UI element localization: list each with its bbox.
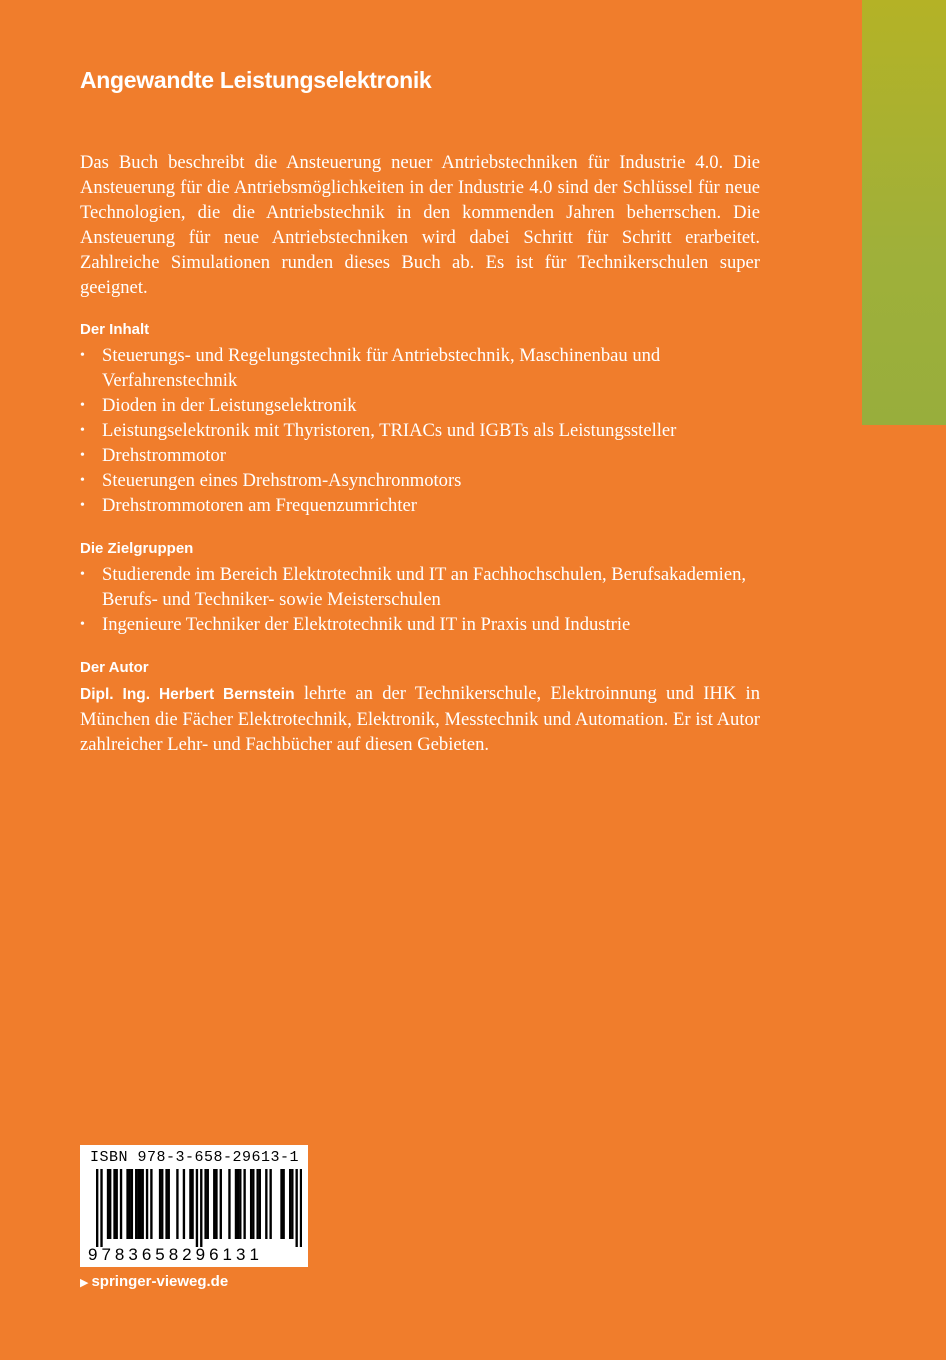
- inhalt-heading: Der Inhalt: [80, 321, 150, 338]
- list-item: • Dioden in der Leistungselektronik: [80, 395, 357, 416]
- barcode-bar: [159, 1169, 161, 1239]
- bullet-icon: •: [80, 498, 85, 513]
- barcode-bar: [239, 1169, 241, 1239]
- barcode-bar: [146, 1169, 148, 1239]
- list-item: • Steuerungen eines Drehstrom-Asynchronmotors: [80, 470, 462, 491]
- barcode-bar: [269, 1169, 271, 1239]
- list-item: • Ingenieure Techniker der Elektrotechnik und IT in Praxis und Industrie: [80, 614, 631, 635]
- barcode-bar: [282, 1169, 284, 1239]
- bullet-icon: •: [80, 348, 85, 363]
- barcode-bar: [165, 1169, 167, 1239]
- bullet-icon: •: [80, 398, 85, 413]
- list-item: • Studierende im Bereich Elektrotechnik und IT an Fachhochschulen, Berufsakademien, Berufs- und Techniker- sowie Meisterschulen: [80, 564, 747, 610]
- barcode-bar: [259, 1169, 261, 1239]
- barcode-bar: [139, 1169, 141, 1239]
- author-name: Dipl. Ing. Herbert Bernstein: [80, 686, 295, 703]
- barcode-bar: [189, 1169, 191, 1239]
- barcode-bar: [235, 1169, 237, 1239]
- arrow-right-icon: ▶: [80, 1277, 89, 1289]
- book-description: Das Buch beschreibt die Ansteuerung neuer Antriebstechniken für Industrie 4.0. Die Ansteuerung für die Antriebsmöglichkeiten in der Industrie 4.0 sind der Schlüssel für neue Technologien, die die Antriebstechnik in den kommenden Jahren beherrschen. Die Ansteuerung für neue Antriebstechniken wird dabei Schritt für Schritt erarbeitet. Zahlreiche Simulationen runden dieses Buch ab. Es ist für Technikerschulen super geeignet.: [80, 152, 760, 298]
- barcode-digits: 9783658296131: [88, 1245, 263, 1264]
- barcode-bar: [228, 1169, 230, 1239]
- barcode-bar: [215, 1169, 217, 1239]
- bullet-icon: •: [80, 473, 85, 488]
- barcode-bar: [120, 1169, 122, 1239]
- barcode-bar: [213, 1169, 215, 1239]
- barcode-bar: [109, 1169, 111, 1239]
- barcode-bar: [280, 1169, 282, 1239]
- zielgruppen-list: [80, 562, 760, 637]
- barcode-bar: [100, 1169, 102, 1247]
- barcode-bar: [131, 1169, 133, 1239]
- accent-color-strip: [862, 0, 946, 425]
- barcode-bar: [176, 1169, 178, 1239]
- barcode-bar: [207, 1169, 209, 1239]
- publisher-link[interactable]: [80, 1273, 228, 1290]
- barcode-bar: [142, 1169, 144, 1239]
- barcode-bar: [96, 1169, 98, 1247]
- barcode-bar: [161, 1169, 163, 1239]
- barcode-bar: [300, 1169, 302, 1247]
- author-bio-text: lehrte an der Technikerschule, Elektroinnung und IHK in München die Fächer Elektrotechnik, Elektronik, Messtechnik und Automation. Er ist Autor zahlreicher Lehr- und Fachbücher auf diesen Gebieten.: [80, 683, 760, 755]
- list-item: • Drehstrommotor: [80, 445, 226, 466]
- author-bio: [80, 681, 760, 757]
- isbn-label: ISBN 978-3-658-29613-1: [90, 1149, 300, 1166]
- barcode-bars: [96, 1169, 302, 1247]
- zielgruppen-heading: Die Zielgruppen: [80, 540, 194, 557]
- barcode-bar: [191, 1169, 193, 1239]
- barcode-bar: [168, 1169, 170, 1239]
- list-item: • Leistungselektronik mit Thyristoren, TRIACs und IGBTs als Leistungssteller: [80, 420, 677, 441]
- back-cover-content: [80, 60, 760, 757]
- barcode-bar: [200, 1169, 202, 1247]
- barcode-bar: [113, 1169, 115, 1239]
- barcode-bar: [252, 1169, 254, 1239]
- book-title: Angewandte Leistungselektronik: [80, 67, 432, 93]
- barcode-bar: [243, 1169, 245, 1239]
- barcode-bar: [291, 1169, 293, 1239]
- barcode-bar: [107, 1169, 109, 1239]
- barcode-bar: [237, 1169, 239, 1239]
- list-item: • Drehstrommotoren am Frequenzumrichter: [80, 495, 417, 516]
- autor-heading: Der Autor: [80, 659, 149, 676]
- barcode-bar: [135, 1169, 137, 1239]
- barcode-bar: [250, 1169, 252, 1239]
- inhalt-list: [80, 343, 760, 518]
- barcode-bar: [204, 1169, 206, 1239]
- bullet-icon: •: [80, 617, 85, 632]
- barcode-bar: [289, 1169, 291, 1239]
- barcode-bar: [126, 1169, 128, 1239]
- barcode-bar: [196, 1169, 198, 1247]
- isbn-barcode: [80, 1145, 308, 1267]
- barcode-bar: [129, 1169, 131, 1239]
- bullet-icon: •: [80, 567, 85, 582]
- list-item: • Steuerungs- und Regelungstechnik für Antriebstechnik, Maschinenbau und Verfahrenstechnik: [80, 345, 661, 391]
- barcode-bar: [150, 1169, 152, 1239]
- barcode-bar: [183, 1169, 185, 1239]
- barcode-bar: [137, 1169, 139, 1239]
- barcode-bar: [220, 1169, 222, 1239]
- barcode-bar: [295, 1169, 297, 1247]
- barcode-bar: [116, 1169, 118, 1239]
- bullet-icon: •: [80, 423, 85, 438]
- barcode-bar: [265, 1169, 267, 1239]
- bullet-icon: •: [80, 448, 85, 463]
- barcode-bar: [256, 1169, 258, 1239]
- publisher-url: springer-vieweg.de: [91, 1273, 229, 1290]
